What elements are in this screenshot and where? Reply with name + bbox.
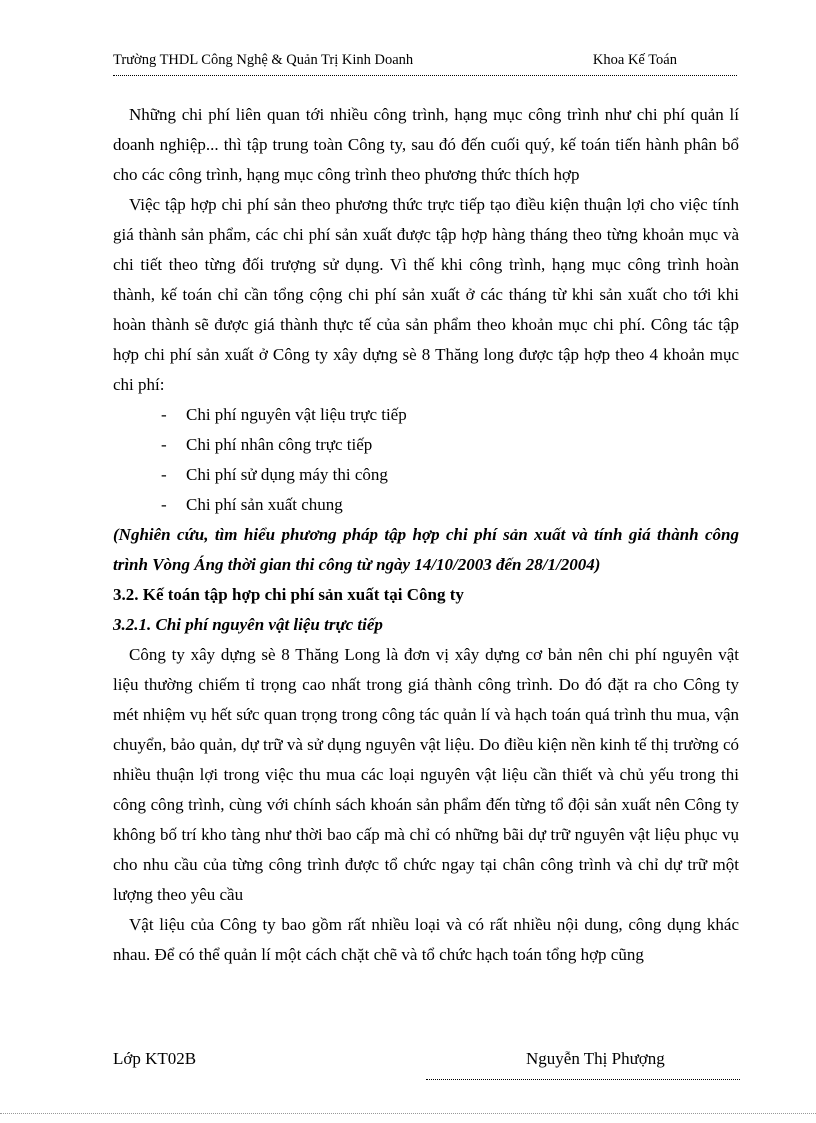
section-title: 3.2. Kế toán tập hợp chi phí sản xuất tại Công ty — [113, 585, 464, 604]
subsection-title: 3.2.1. Chi phí nguyên vật liệu trực tiếp — [113, 615, 383, 634]
list-item: - Chi phí sử dụng máy thi công — [161, 460, 739, 490]
document-body — [113, 100, 739, 970]
research-note: (Nghiên cứu, tìm hiểu phương pháp tập hợp chi phí sản xuất và tính giá thành công trình Vòng Áng thời gian thi công từ ngày 14/10/2003 đến 28/1/2004) — [113, 525, 739, 574]
paragraph-1: Những chi phí liên quan tới nhiều công trình, hạng mục công trình như chi phí quản lí doanh nghiệp... thì tập trung toàn Công ty, sau đó đến cuối quý, kế toán tiến hành phân bổ cho các công trình, hạng mục công trình theo phương thức thích hợp — [113, 105, 739, 184]
footer-divider — [426, 1079, 740, 1080]
page-bottom-divider — [0, 1113, 816, 1114]
list-item: - Chi phí nhân công trực tiếp — [161, 430, 739, 460]
footer-author: Nguyễn Thị Phượng — [526, 1049, 665, 1068]
list-item: - Chi phí sản xuất chung — [161, 490, 739, 520]
page-header — [113, 52, 737, 72]
paragraph-4: Vật liệu của Công ty bao gồm rất nhiều loại và có rất nhiều nội dung, công dụng khác nhau. Để có thể quản lí một cách chặt chẽ và tổ chức hạch toán tổng hợp cũng — [113, 915, 739, 964]
header-divider — [113, 75, 737, 76]
paragraph-2: Việc tập hợp chi phí sản theo phương thức trực tiếp tạo điều kiện thuận lợi cho việc tính giá thành sản phẩm, các chi phí sản xuất được tập hợp hàng tháng theo từng khoản mục và chi tiết theo từng đối trượng sử dụng. Vì thế khi công trình, hạng mục công trình hoàn thành, kế toán chỉ cần tổng cộng chi phí sản xuất ở các tháng từ khi sản xuất cho tới khi hoàn thành sẽ được giá thành thực tế của sản phẩm theo khoản mục chi phí. Công tác tập hợp chi phí sản xuất ở Công ty xây dựng sè 8 Thăng long được tập hợp theo 4 khoản mục chi phí: — [113, 195, 739, 394]
footer-class: Lớp KT02B — [113, 1049, 197, 1068]
paragraph-3: Công ty xây dựng sè 8 Thăng Long là đơn vị xây dựng cơ bản nên chi phí nguyên vật liệu thường chiếm tỉ trọng cao nhất trong giá thành công trình. Do đó đặt ra cho Công ty mét nhiệm vụ hết sức quan trọng trong công tác quản lí và hạch toán quá trình thu mua, vận chuyển, bảo quản, dự trữ và sử dụng nguyên vật liệu. Do điều kiện nền kinh tế thị trường có nhiều thuận lợi trong việc thu mua các loại nguyên vật liệu cần thiết và chủ yếu trong thi công công trình, cùng với chính sách khoán sản phẩm đến từng tổ đội sản xuất nên Công ty không bố trí kho tàng như thời bao cấp mà chỉ có những bãi dự trữ nguyên vật liệu phục vụ cho nhu cầu của từng công trình được tổ chức ngay tại chân công trình và chỉ dự trữ một lượng theo yêu cầu — [113, 645, 739, 904]
header-department: Khoa Kế Toán — [592, 52, 677, 68]
list-item: - Chi phí nguyên vật liệu trực tiếp — [161, 400, 739, 430]
cost-item-list — [113, 400, 739, 520]
header-school-name: Trường THDL Công Nghệ & Quản Trị Kinh Doanh — [113, 52, 414, 68]
